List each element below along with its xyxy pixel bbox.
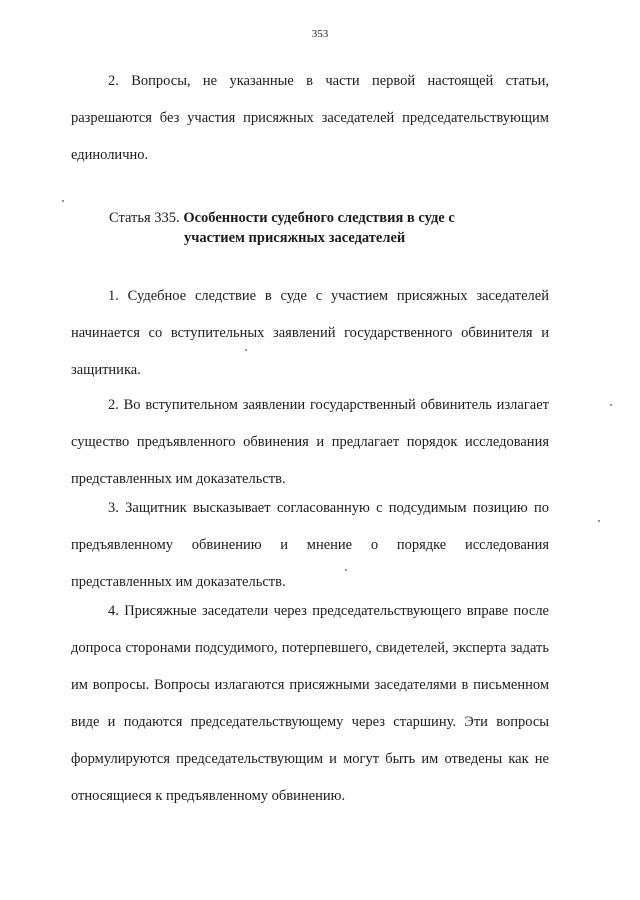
- article-title-line-1: Особенности судебного следствия в суде с: [183, 210, 455, 226]
- scan-speck: [245, 349, 247, 351]
- paragraph-1: 1. Судебное следствие в суде с участием присяжных заседателей начинается со вступительных заявлений государственного обвинителя и защитника.: [71, 288, 549, 378]
- paragraph-4: 4. Присяжные заседатели через председательствующего вправе после допроса сторонами подсудимого, потерпевшего, свидетелей, эксперта задать им вопросы. Вопросы излагаются присяжными заседателями в письменном виде и подаются председательствующему через старшину. Эти вопросы формулируются председательствующим и могут быть им отведены как не относящиеся к предъявленному обвинению.: [71, 603, 549, 804]
- article-heading: [71, 208, 549, 248]
- page-number: 353: [311, 28, 329, 40]
- paragraph-article-334-part-2: 2. Вопросы, не указанные в части первой настоящей статьи, разрешаются без участия присяжных заседателей председательствующим единолично.: [71, 73, 549, 163]
- scan-speck: [62, 200, 64, 202]
- paragraph-2: 2. Во вступительном заявлении государственный обвинитель излагает существо предъявленного обвинения и предлагает порядок исследования представленных им доказательств.: [71, 397, 549, 487]
- scan-speck: [610, 404, 612, 406]
- scan-speck: [345, 569, 347, 571]
- paragraph-3: 3. Защитник высказывает согласованную с подсудимым позицию по предъявленному обвинению и мнение о порядке исследования представленных им доказательств.: [71, 500, 549, 590]
- article-title-line-2: участием присяжных заседателей: [184, 230, 406, 246]
- article-number: Статья 335.: [109, 210, 180, 226]
- scan-speck: [598, 520, 600, 522]
- article-heading-line-1: [71, 208, 549, 228]
